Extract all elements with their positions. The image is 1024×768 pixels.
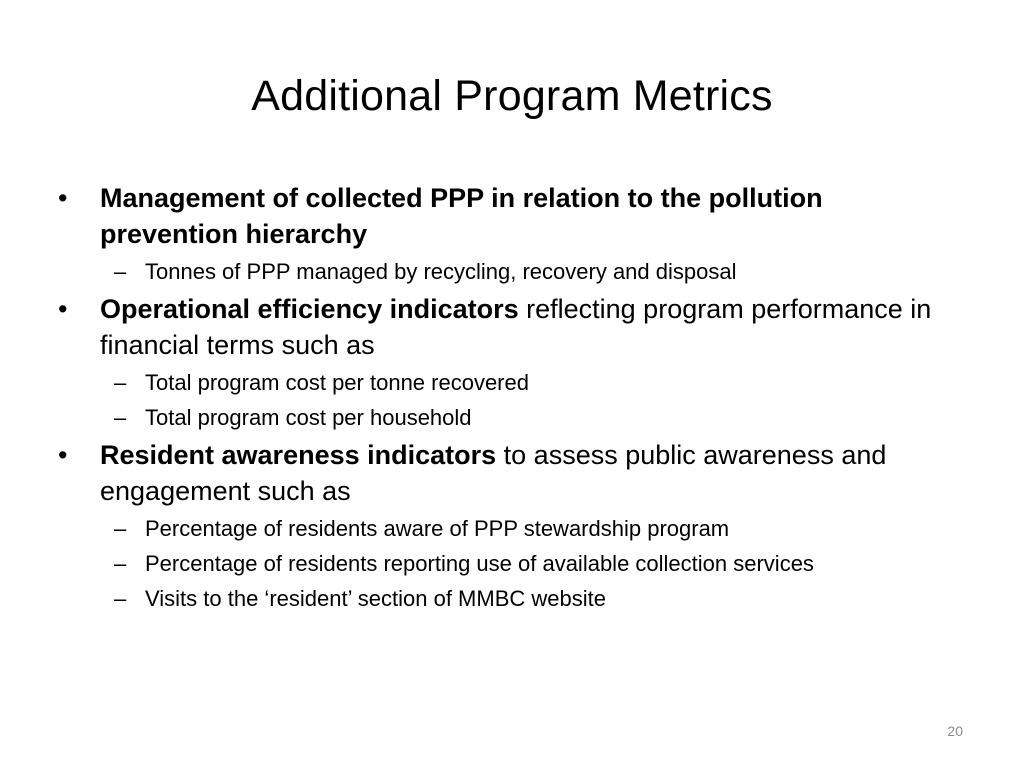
sub-bullet-item [58, 549, 958, 579]
sub-bullet-item [58, 514, 958, 544]
sub-bullet-text: Visits to the ‘resident’ section of MMBC website [145, 586, 606, 611]
bullet-item [58, 180, 958, 252]
bullet-text: reflecting program performance in financial terms such as [100, 294, 932, 360]
sub-bullet-dash: – [114, 586, 127, 611]
sub-bullet-item [58, 257, 958, 287]
page-number: 20 [947, 723, 963, 739]
bullet-bold-text: Management of collected PPP in relation to the pollution prevention hierarchy [100, 183, 823, 249]
sub-bullet-dash: – [114, 370, 127, 395]
slide-title: Additional Program Metrics [251, 72, 773, 120]
bullet-list [58, 180, 958, 618]
sub-bullet-dash: – [114, 259, 127, 284]
bullet-dot: • [58, 440, 68, 470]
sub-bullet-item [58, 584, 958, 614]
bullet-dot: • [58, 294, 68, 324]
bullet-dot: • [58, 183, 68, 213]
sub-bullet-dash: – [114, 516, 127, 541]
bullet-bold-text: Operational efficiency indicators [100, 294, 519, 324]
sub-bullet-text: Percentage of residents aware of PPP stewardship program [145, 516, 730, 541]
sub-bullet-item [58, 403, 958, 433]
sub-bullet-text: Tonnes of PPP managed by recycling, recovery and disposal [145, 259, 737, 284]
bullet-text: to assess public awareness and engagement such as [100, 440, 887, 506]
bullet-item [58, 291, 958, 363]
bullet-item [58, 437, 958, 509]
sub-bullet-text: Percentage of residents reporting use of available collection services [145, 551, 814, 576]
sub-bullet-text: Total program cost per household [145, 405, 472, 430]
sub-bullet-text: Total program cost per tonne recovered [145, 370, 529, 395]
bullet-bold-text: Resident awareness indicators [100, 440, 497, 470]
sub-bullet-item [58, 368, 958, 398]
sub-bullet-dash: – [114, 405, 127, 430]
sub-bullet-dash: – [114, 551, 127, 576]
